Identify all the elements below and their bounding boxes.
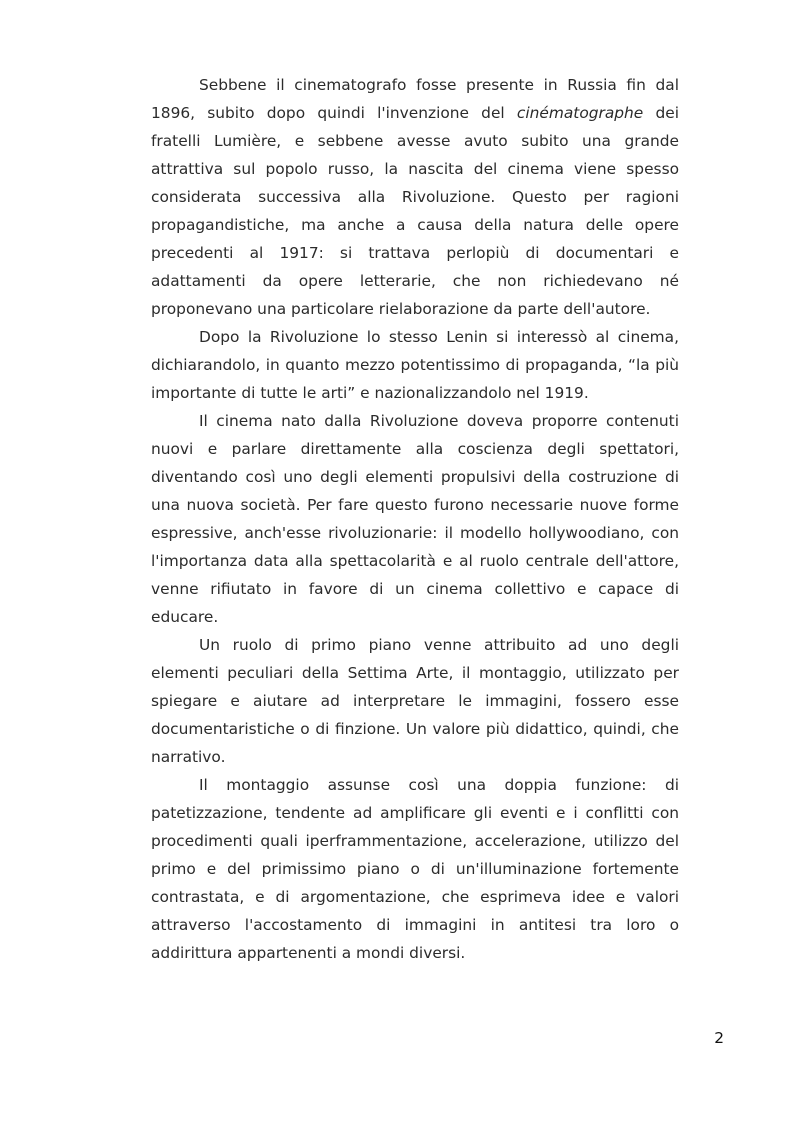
- paragraph-1-italic-term: cinématographe: [516, 104, 644, 122]
- paragraph-3: Il cinema nato dalla Rivoluzione doveva proporre contenuti nuovi e parlare direttamente alla coscienza degli spettatori, diventando così uno degli elementi propulsivi della costruzione di una nuova società. Per fare questo furono necessarie nuove forme espressive, anch'esse rivoluzionarie: il modello hollywoodiano, con l'importanza data alla spettacolarità e al ruolo centrale dell'attore, venne rifiutato in favore di un cinema collettivo e capace di educare.: [151, 412, 679, 626]
- paragraph-4: Un ruolo di primo piano venne attribuito ad uno degli elementi peculiari della Settima Arte, il montaggio, utilizzato per spiegare e aiutare ad interpretare le immagini, fossero esse documentaristiche o di finzione. Un valore più didattico, quindi, che narrativo.: [151, 636, 679, 766]
- page-number: 2: [714, 1029, 724, 1047]
- paragraph-2: Dopo la Rivoluzione lo stesso Lenin si interessò al cinema, dichiarandolo, in quanto mezzo potentissimo di propaganda, “la più importante di tutte le arti” e nazionalizzandolo nel 1919.: [151, 328, 679, 402]
- paragraph-1: [151, 71, 679, 323]
- paragraph-1-text-start: Sebbene il cinematografo fosse presente in Russia fin dal 1896, subito dopo quindi l'invenzione del: [151, 76, 679, 122]
- paragraph-1-text-end: dei fratelli Lumière, e sebbene avesse avuto subito una grande attrattiva sul popolo russo, la nascita del cinema viene spesso considerata successiva alla Rivoluzione. Questo per ragioni propagandistiche, ma anche a causa della natura delle opere precedenti al 1917: si trattava perlopiù di documentari e adattamenti da opere letterarie, che non richiedevano né proponevano una particolare rielaborazione da parte dell'autore.: [151, 104, 679, 318]
- paragraph-5: Il montaggio assunse così una doppia funzione: di patetizzazione, tendente ad amplificare gli eventi e i conflitti con procedimenti quali iperframmentazione, accelerazione, utilizzo del primo e del primissimo piano o di un'illuminazione fortemente contrastata, e di argomentazione, che esprimeva idee e valori attraverso l'accostamento di immagini in antitesi tra loro o addirittura appartenenti a mondi diversi.: [151, 776, 679, 962]
- body-text: [151, 71, 679, 967]
